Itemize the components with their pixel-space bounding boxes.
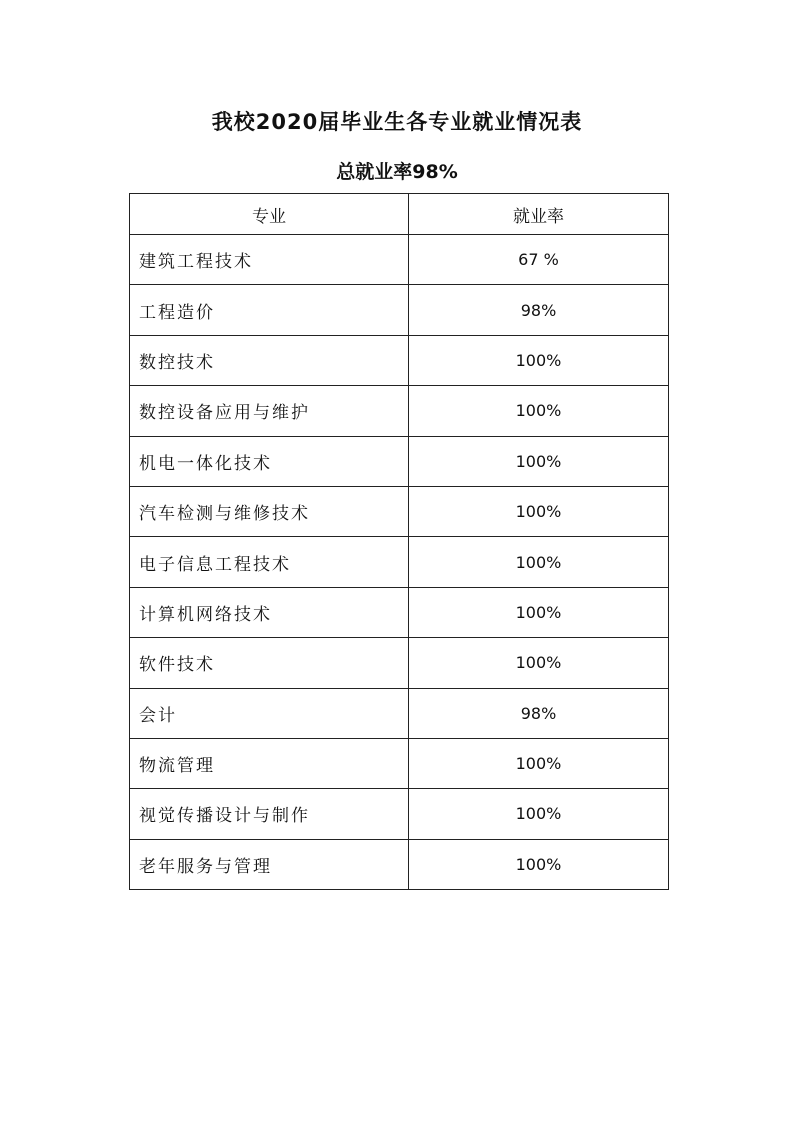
table-row	[130, 587, 669, 637]
table-row	[130, 789, 669, 839]
overall-employment-rate: 总就业率98%	[336, 161, 458, 183]
rate-cell: 98%	[409, 285, 669, 335]
major-cell: 工程造价	[130, 285, 409, 335]
major-cell: 机电一体化技术	[130, 436, 409, 486]
major-cell: 数控设备应用与维护	[130, 386, 409, 436]
rate-cell: 100%	[409, 386, 669, 436]
table-row	[130, 486, 669, 536]
major-cell: 老年服务与管理	[130, 839, 409, 889]
document-title: 我校2020届毕业生各专业就业情况表	[211, 110, 583, 134]
table-row	[130, 688, 669, 738]
table-row	[130, 235, 669, 285]
table-row	[130, 436, 669, 486]
major-cell: 建筑工程技术	[130, 235, 409, 285]
header-major: 专业	[130, 194, 409, 235]
rate-cell: 100%	[409, 638, 669, 688]
rate-cell: 98%	[409, 688, 669, 738]
table-row	[130, 386, 669, 436]
table-row	[130, 638, 669, 688]
rate-cell: 100%	[409, 587, 669, 637]
table-row	[130, 285, 669, 335]
rate-cell: 100%	[409, 789, 669, 839]
header-rate: 就业率	[409, 194, 669, 235]
rate-cell: 100%	[409, 839, 669, 889]
major-cell: 电子信息工程技术	[130, 537, 409, 587]
table-row	[130, 839, 669, 889]
major-cell: 汽车检测与维修技术	[130, 486, 409, 536]
table-row	[130, 537, 669, 587]
major-cell: 会计	[130, 688, 409, 738]
employment-table	[129, 193, 669, 890]
major-cell: 物流管理	[130, 738, 409, 788]
table-header-row	[130, 194, 669, 235]
table-row	[130, 738, 669, 788]
major-cell: 视觉传播设计与制作	[130, 789, 409, 839]
major-cell: 软件技术	[130, 638, 409, 688]
major-cell: 计算机网络技术	[130, 587, 409, 637]
rate-cell: 100%	[409, 537, 669, 587]
rate-cell: 100%	[409, 738, 669, 788]
rate-cell: 100%	[409, 436, 669, 486]
table-row	[130, 335, 669, 385]
rate-cell: 100%	[409, 486, 669, 536]
major-cell: 数控技术	[130, 335, 409, 385]
rate-cell: 100%	[409, 335, 669, 385]
rate-cell: 67 %	[409, 235, 669, 285]
